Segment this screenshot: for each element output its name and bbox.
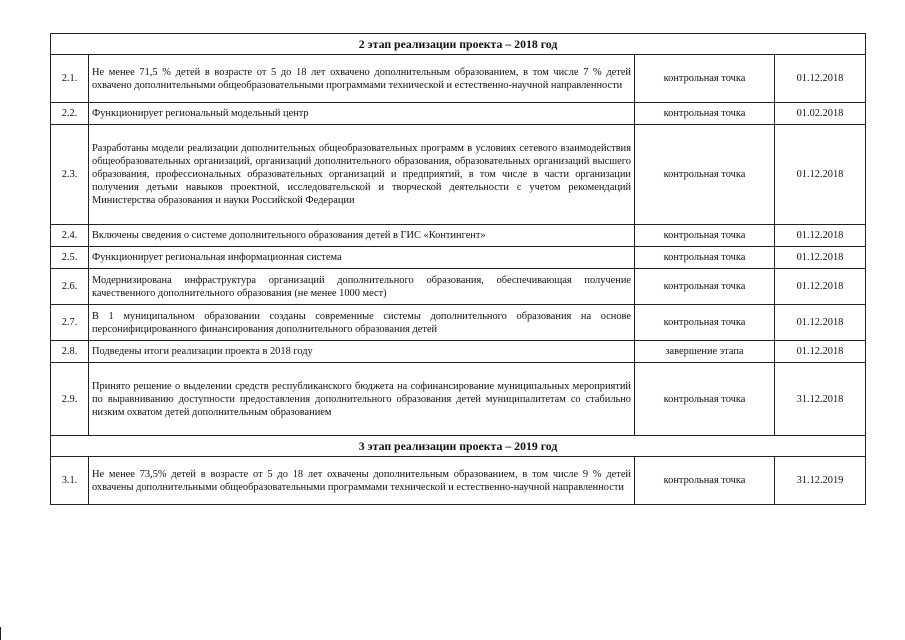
row-date: 01.12.2018 (775, 225, 866, 247)
table-row (51, 225, 866, 247)
row-type: контрольная точка (635, 125, 775, 225)
row-type: завершение этапа (635, 341, 775, 363)
row-description: Функционирует региональный модельный центр (89, 103, 635, 125)
row-type: контрольная точка (635, 305, 775, 341)
row-number: 2.9. (51, 363, 89, 436)
row-description: Разработаны модели реализации дополнительных общеобразовательных программ в условиях сетевого взаимодействия общеобразовательных организаций, организаций дополнительного образования, образовательных организаций высшего образования, профессиональных образовательных организаций и предприятий, в том числе в части организации получения детьми навыков проектной, исследовательской и творческой деятельности с учетом рекомендаций Министерства образования и науки Российской Федерации (89, 125, 635, 225)
stage-header-row (51, 436, 866, 457)
row-type: контрольная точка (635, 225, 775, 247)
row-date: 01.12.2018 (775, 55, 866, 103)
table-row (51, 55, 866, 103)
row-description: Подведены итоги реализации проекта в 2018 году (89, 341, 635, 363)
row-date: 01.12.2018 (775, 247, 866, 269)
row-description: В 1 муниципальном образовании созданы современные системы дополнительного образования на основе персонифицированного финансирования дополнительного образования детей (89, 305, 635, 341)
table-row (51, 305, 866, 341)
row-date: 01.12.2018 (775, 269, 866, 305)
row-number: 2.7. (51, 305, 89, 341)
table-row (51, 457, 866, 505)
stage-header-row (51, 34, 866, 55)
row-type: контрольная точка (635, 363, 775, 436)
row-description: Включены сведения о системе дополнительного образования детей в ГИС «Контингент» (89, 225, 635, 247)
row-description: Функционирует региональная информационная система (89, 247, 635, 269)
row-number: 3.1. (51, 457, 89, 505)
row-type: контрольная точка (635, 103, 775, 125)
table-row (51, 125, 866, 225)
stage-title: 2 этап реализации проекта – 2018 год (51, 34, 866, 55)
row-description: Модернизирована инфраструктура организаций дополнительного образования, обеспечивающая получение качественного дополнительного образования (не менее 1000 мест) (89, 269, 635, 305)
row-type: контрольная точка (635, 269, 775, 305)
row-date: 01.12.2018 (775, 125, 866, 225)
table-row (51, 103, 866, 125)
row-number: 2.3. (51, 125, 89, 225)
row-number: 2.1. (51, 55, 89, 103)
row-number: 2.2. (51, 103, 89, 125)
row-number: 2.5. (51, 247, 89, 269)
row-description: Принято решение о выделении средств республиканского бюджета на софинансирование муниципальных мероприятий по выравниванию доступности предоставления дополнительного образования детей муниципалитетам со стабильно низким охватом детей дополнительным образованием (89, 363, 635, 436)
row-type: контрольная точка (635, 247, 775, 269)
row-number: 2.6. (51, 269, 89, 305)
project-stages-table (50, 33, 866, 505)
row-date: 31.12.2019 (775, 457, 866, 505)
row-number: 2.8. (51, 341, 89, 363)
row-date: 01.12.2018 (775, 341, 866, 363)
page-edge-mark (0, 627, 1, 640)
stage-title: 3 этап реализации проекта – 2019 год (51, 436, 866, 457)
table-row (51, 363, 866, 436)
row-type: контрольная точка (635, 457, 775, 505)
row-number: 2.4. (51, 225, 89, 247)
row-date: 01.12.2018 (775, 305, 866, 341)
row-type: контрольная точка (635, 55, 775, 103)
table-row (51, 341, 866, 363)
row-date: 01.02.2018 (775, 103, 866, 125)
table-row (51, 269, 866, 305)
table-row (51, 247, 866, 269)
row-date: 31.12.2018 (775, 363, 866, 436)
row-description: Не менее 71,5 % детей в возрасте от 5 до 18 лет охвачено дополнительным образованием, в том числе 7 % детей охвачено дополнительными общеобразовательными программами технической и естественно-научной направленности (89, 55, 635, 103)
row-description: Не менее 73,5% детей в возрасте от 5 до 18 лет охвачены дополнительным образованием, в том числе 9 % детей охвачены дополнительными общеобразовательными программами технической и естественно-научной направленности (89, 457, 635, 505)
